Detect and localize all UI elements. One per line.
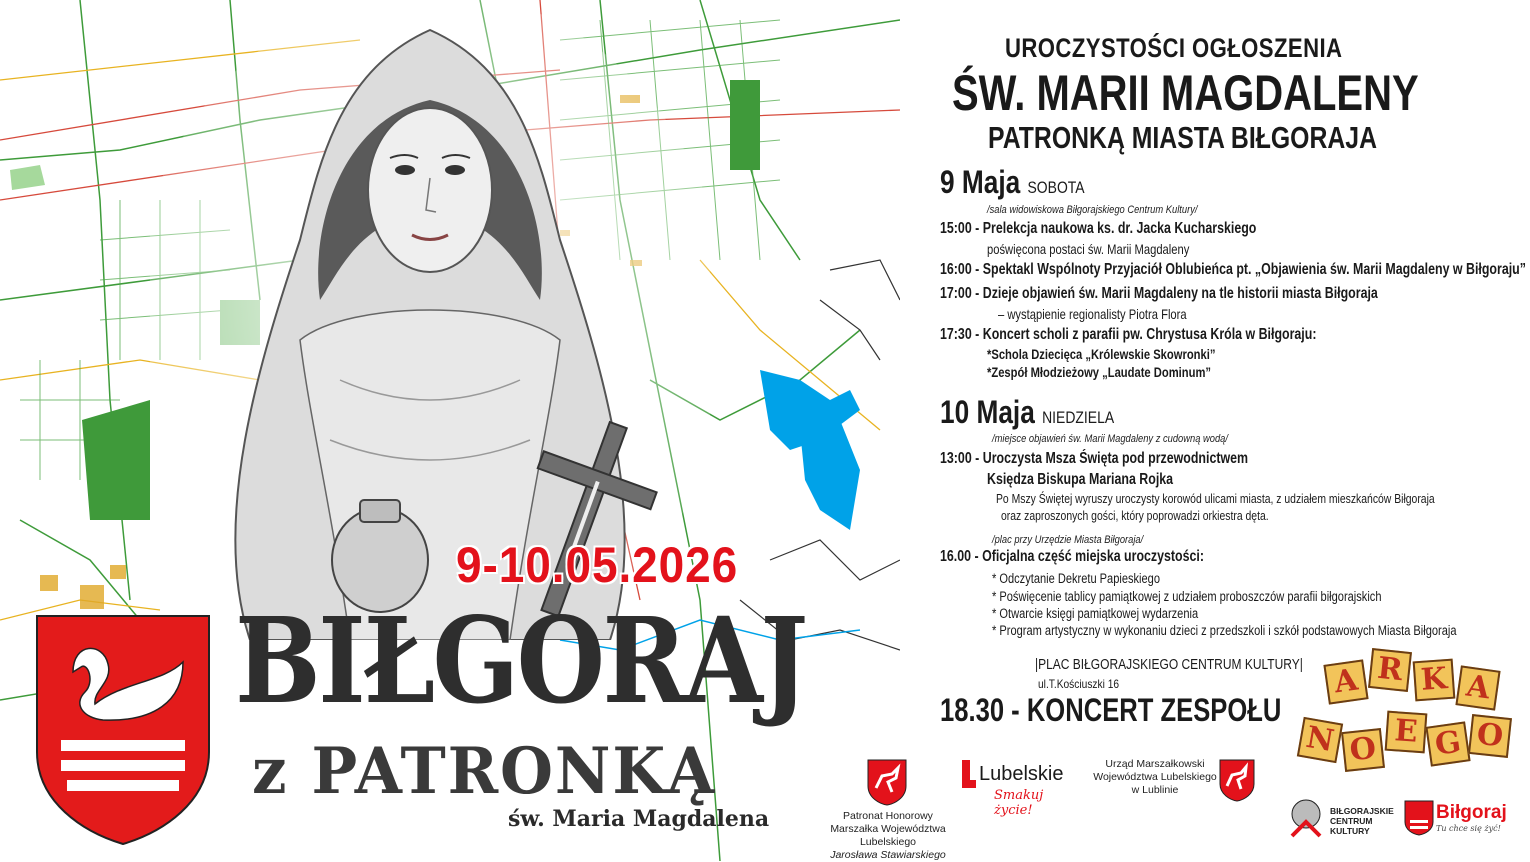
event-title: Uroczysta Msza Święta pod przewodnictwem <box>982 450 1249 467</box>
civic-item-2: * Poświęcenie tablicy pamiątkowej z udziałem proboszczów parafii biłgorajskich <box>992 589 1382 604</box>
day2-heading <box>940 394 1114 431</box>
bilgoraj-small-crest-icon <box>1404 800 1434 836</box>
urzad-line-1: Urząd Marszałkowski <box>1105 758 1205 770</box>
civic-item-4: * Program artystyczny w wykonaniu dzieci z przedszkoli i szkół podstawowych Miasta Biłgoraja <box>992 623 1457 638</box>
urzad-line-2: Województwa Lubelskiego <box>1093 771 1217 783</box>
heading-line-3: PATRONKĄ MIASTA BIŁGORAJA <box>988 120 1377 155</box>
event-time: 17:30 <box>940 326 972 343</box>
event-1500-sub: poświęcona postaci św. Marii Magdaleny <box>987 241 1190 257</box>
patron-name: św. Maria Magdalena <box>508 806 770 832</box>
civic-item-3: * Otwarcie księgi pamiątkowej wydarzenia <box>992 606 1199 621</box>
day2-date: 10 Maja <box>940 394 1035 430</box>
event-1700-sub: – wystąpienie regionalisty Piotra Flora <box>998 306 1187 322</box>
concert-headline: 18.30 - KONCERT ZESPOŁU <box>940 692 1282 728</box>
event-time: 17:00 <box>940 285 972 302</box>
patron-line-1: Patronat Honorowy <box>843 810 933 822</box>
bck-logo-text <box>1330 806 1394 836</box>
event-1300-line2: Księdza Biskupa Mariana Rojka <box>987 471 1174 488</box>
event-1730-sub-1: *Schola Dziecięca „Królewskie Skowronki” <box>987 346 1216 362</box>
patron-honorary <box>808 810 968 862</box>
event-1700: 17:00 - Dzieje objawień św. Marii Magdaleny na tle historii miasta Biłgoraja <box>940 285 1378 302</box>
bck-line-2: CENTRUM <box>1330 816 1373 826</box>
city-title: BIŁGORAJ <box>235 591 806 730</box>
event-1300-desc-2: oraz zaproszonych gości, który poprowadzi orkiestra dęta. <box>1001 508 1269 523</box>
civic-item-1: * Odczytanie Dekretu Papieskiego <box>992 571 1160 586</box>
event-title: Spektakl Wspólnoty Przyjaciół Oblubieńca pt. „Objawienia św. Marii Magdaleny w Biłgoraju” <box>982 261 1526 278</box>
bilgoraj-coat-of-arms <box>33 612 213 847</box>
event-time: 13:00 <box>940 450 972 467</box>
concert-address: ul.T.Kościuszki 16 <box>1038 677 1120 691</box>
event-title: Dzieje objawień św. Marii Magdaleny na tle historii miasta Biłgoraja <box>982 285 1378 302</box>
event-title: Prelekcja naukowa ks. dr. Jacka Kucharskiego <box>982 220 1257 237</box>
event-1600: 16:00 - Spektakl Wspólnoty Przyjaciół Oblubieńca pt. „Objawienia św. Marii Magdaleny w Biłgoraju” <box>940 261 1526 278</box>
day2-venue: /miejsce objawień św. Marii Magdaleny z cudowną wodą/ <box>992 433 1228 445</box>
urzad-coat-of-arms-icon <box>1218 758 1256 802</box>
patron-line-2: Marszałka Województwa Lubelskiego <box>830 823 946 848</box>
lubelskie-logo <box>962 760 1072 818</box>
civic-venue: /plac przy Urzędzie Miasta Biłgoraja/ <box>992 534 1144 546</box>
event-1600-civic: 16.00 - Oficjalna część miejska uroczystości: <box>940 548 1204 565</box>
lubelskie-slogan: Smakuj życie! <box>994 788 1044 818</box>
city-logo-wordmark: Biłgoraj <box>1436 802 1507 823</box>
event-title: Oficjalna część miejska uroczystości: <box>982 548 1204 565</box>
block-letter: A <box>1323 659 1368 704</box>
block-letter: G <box>1425 721 1470 766</box>
event-1730-sub-2: *Zespół Młodzieżowy „Laudate Dominum” <box>987 364 1212 380</box>
event-1300: 13:00 - Uroczysta Msza Święta pod przewodnictwem <box>940 450 1249 467</box>
urzad-marszalkowski <box>1090 758 1220 797</box>
day1-date: 9 Maja <box>940 164 1021 200</box>
bck-line-1: BIŁGORAJSKIE <box>1330 806 1394 816</box>
block-letter: K <box>1413 659 1456 702</box>
block-letter: E <box>1385 711 1428 754</box>
event-time: 16.00 <box>940 548 972 565</box>
lubelskie-wordmark: Lubelskie <box>979 762 1064 785</box>
city-logo-slogan: Tu chce się żyć! <box>1436 824 1501 833</box>
day1-venue: /sala widowiskowa Biłgorajskiego Centrum Kultury/ <box>987 204 1198 216</box>
heading-line-2: ŚW. MARII MAGDALENY <box>952 65 1419 121</box>
lubelskie-l-icon <box>962 760 976 788</box>
heading-line-1: UROCZYSTOŚCI OGŁOSZENIA <box>1005 33 1343 63</box>
event-time: 15:00 <box>940 220 972 237</box>
event-1500: 15:00 - Prelekcja naukowa ks. dr. Jacka Kucharskiego <box>940 220 1257 237</box>
event-1730: 17:30 - Koncert scholi z parafii pw. Chrystusa Króla w Biłgoraju: <box>940 326 1317 343</box>
concert-place: |PLAC BIŁGORAJSKIEGO CENTRUM KULTURY| <box>1035 656 1303 673</box>
event-date-range: 9-10.05.2026 <box>456 537 739 593</box>
block-letter: O <box>1341 728 1385 772</box>
bilgoraj-city-logo <box>1436 802 1507 833</box>
lubelskie-coat-of-arms-icon <box>866 758 908 806</box>
patron-subtitle: z PATRONKĄ <box>252 734 717 809</box>
bck-mascot-icon <box>1286 796 1326 842</box>
day1-weekday: SOBOTA <box>1027 178 1085 197</box>
day1-heading <box>940 164 1085 201</box>
block-letter: N <box>1297 717 1343 763</box>
block-letter: R <box>1368 648 1412 692</box>
block-letter: O <box>1468 714 1512 758</box>
bck-line-3: KULTURY <box>1330 826 1370 836</box>
event-1300-desc-1: Po Mszy Świętej wyruszy uroczysty korowód ulicami miasta, z udziałem mieszkańców Biłgoraja <box>996 491 1435 506</box>
block-letter: A <box>1455 665 1500 710</box>
event-title: Koncert scholi z parafii pw. Chrystusa Króla w Biłgoraju: <box>982 326 1317 343</box>
urzad-line-3: w Lublinie <box>1131 784 1179 796</box>
day2-weekday: NIEDZIELA <box>1042 408 1115 427</box>
event-time: 16:00 <box>940 261 972 278</box>
patron-line-3: Jarosława Stawiarskiego <box>830 849 946 861</box>
